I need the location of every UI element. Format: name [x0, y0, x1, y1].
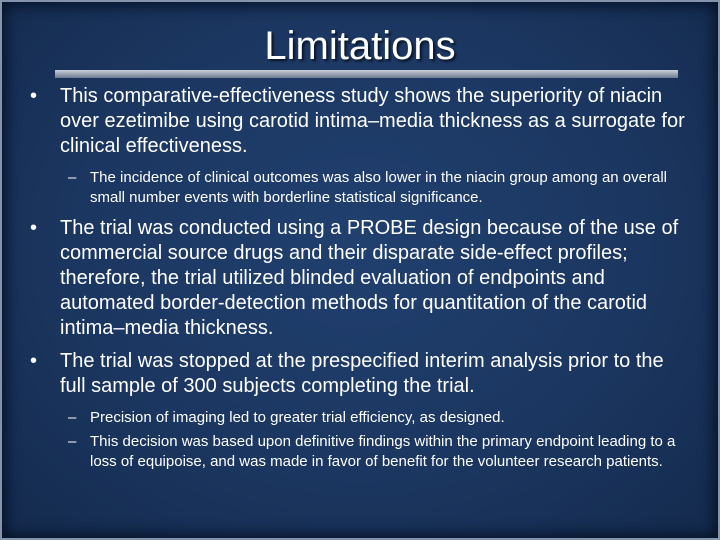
bullet-3-text: The trial was stopped at the prespecified interim analysis prior to the full sample of 300 subjects completing the trial. [60, 350, 664, 397]
bullet-3-sub-1 [30, 408, 690, 428]
bullet-3-sub-2-text: This decision was based upon definitive findings within the primary endpoint leading to a loss of equipoise, and was made in favor of benefit for the volunteer research patients. [90, 433, 676, 470]
bullet-2 [30, 216, 690, 341]
slide-title: Limitations [264, 24, 456, 68]
sub-bullet-marker: – [68, 409, 77, 426]
bullet-marker: • [30, 217, 38, 239]
bullet-1-sub-1 [30, 168, 690, 208]
slide-body [30, 84, 690, 472]
bullet-3 [30, 349, 690, 399]
title-divider [55, 70, 678, 78]
sub-bullet-marker: – [68, 433, 77, 450]
bullet-1 [30, 84, 690, 159]
bullet-1-sub-1-text: The incidence of clinical outcomes was also lower in the niacin group among an overall small number events with borderline statistical significance. [90, 169, 667, 206]
bullet-marker: • [30, 85, 38, 107]
sub-bullet-marker: – [68, 169, 77, 186]
bullet-3-sub-1-text: Precision of imaging led to greater trial efficiency, as designed. [90, 409, 505, 426]
bullet-marker: • [30, 350, 38, 372]
bullet-1-text: This comparative-effectiveness study shows the superiority of niacin over ezetimibe using carotid intima–media thickness as a surrogate for clinical effectiveness. [60, 85, 685, 157]
bullet-2-text: The trial was conducted using a PROBE design because of the use of commercial source drugs and their disparate side-effect profiles; therefore, the trial utilized blinded evaluation of endpoints and automated border-detection methods for quantitation of the carotid intima–media thickness. [60, 217, 679, 339]
bullet-3-sub-2 [30, 432, 690, 472]
